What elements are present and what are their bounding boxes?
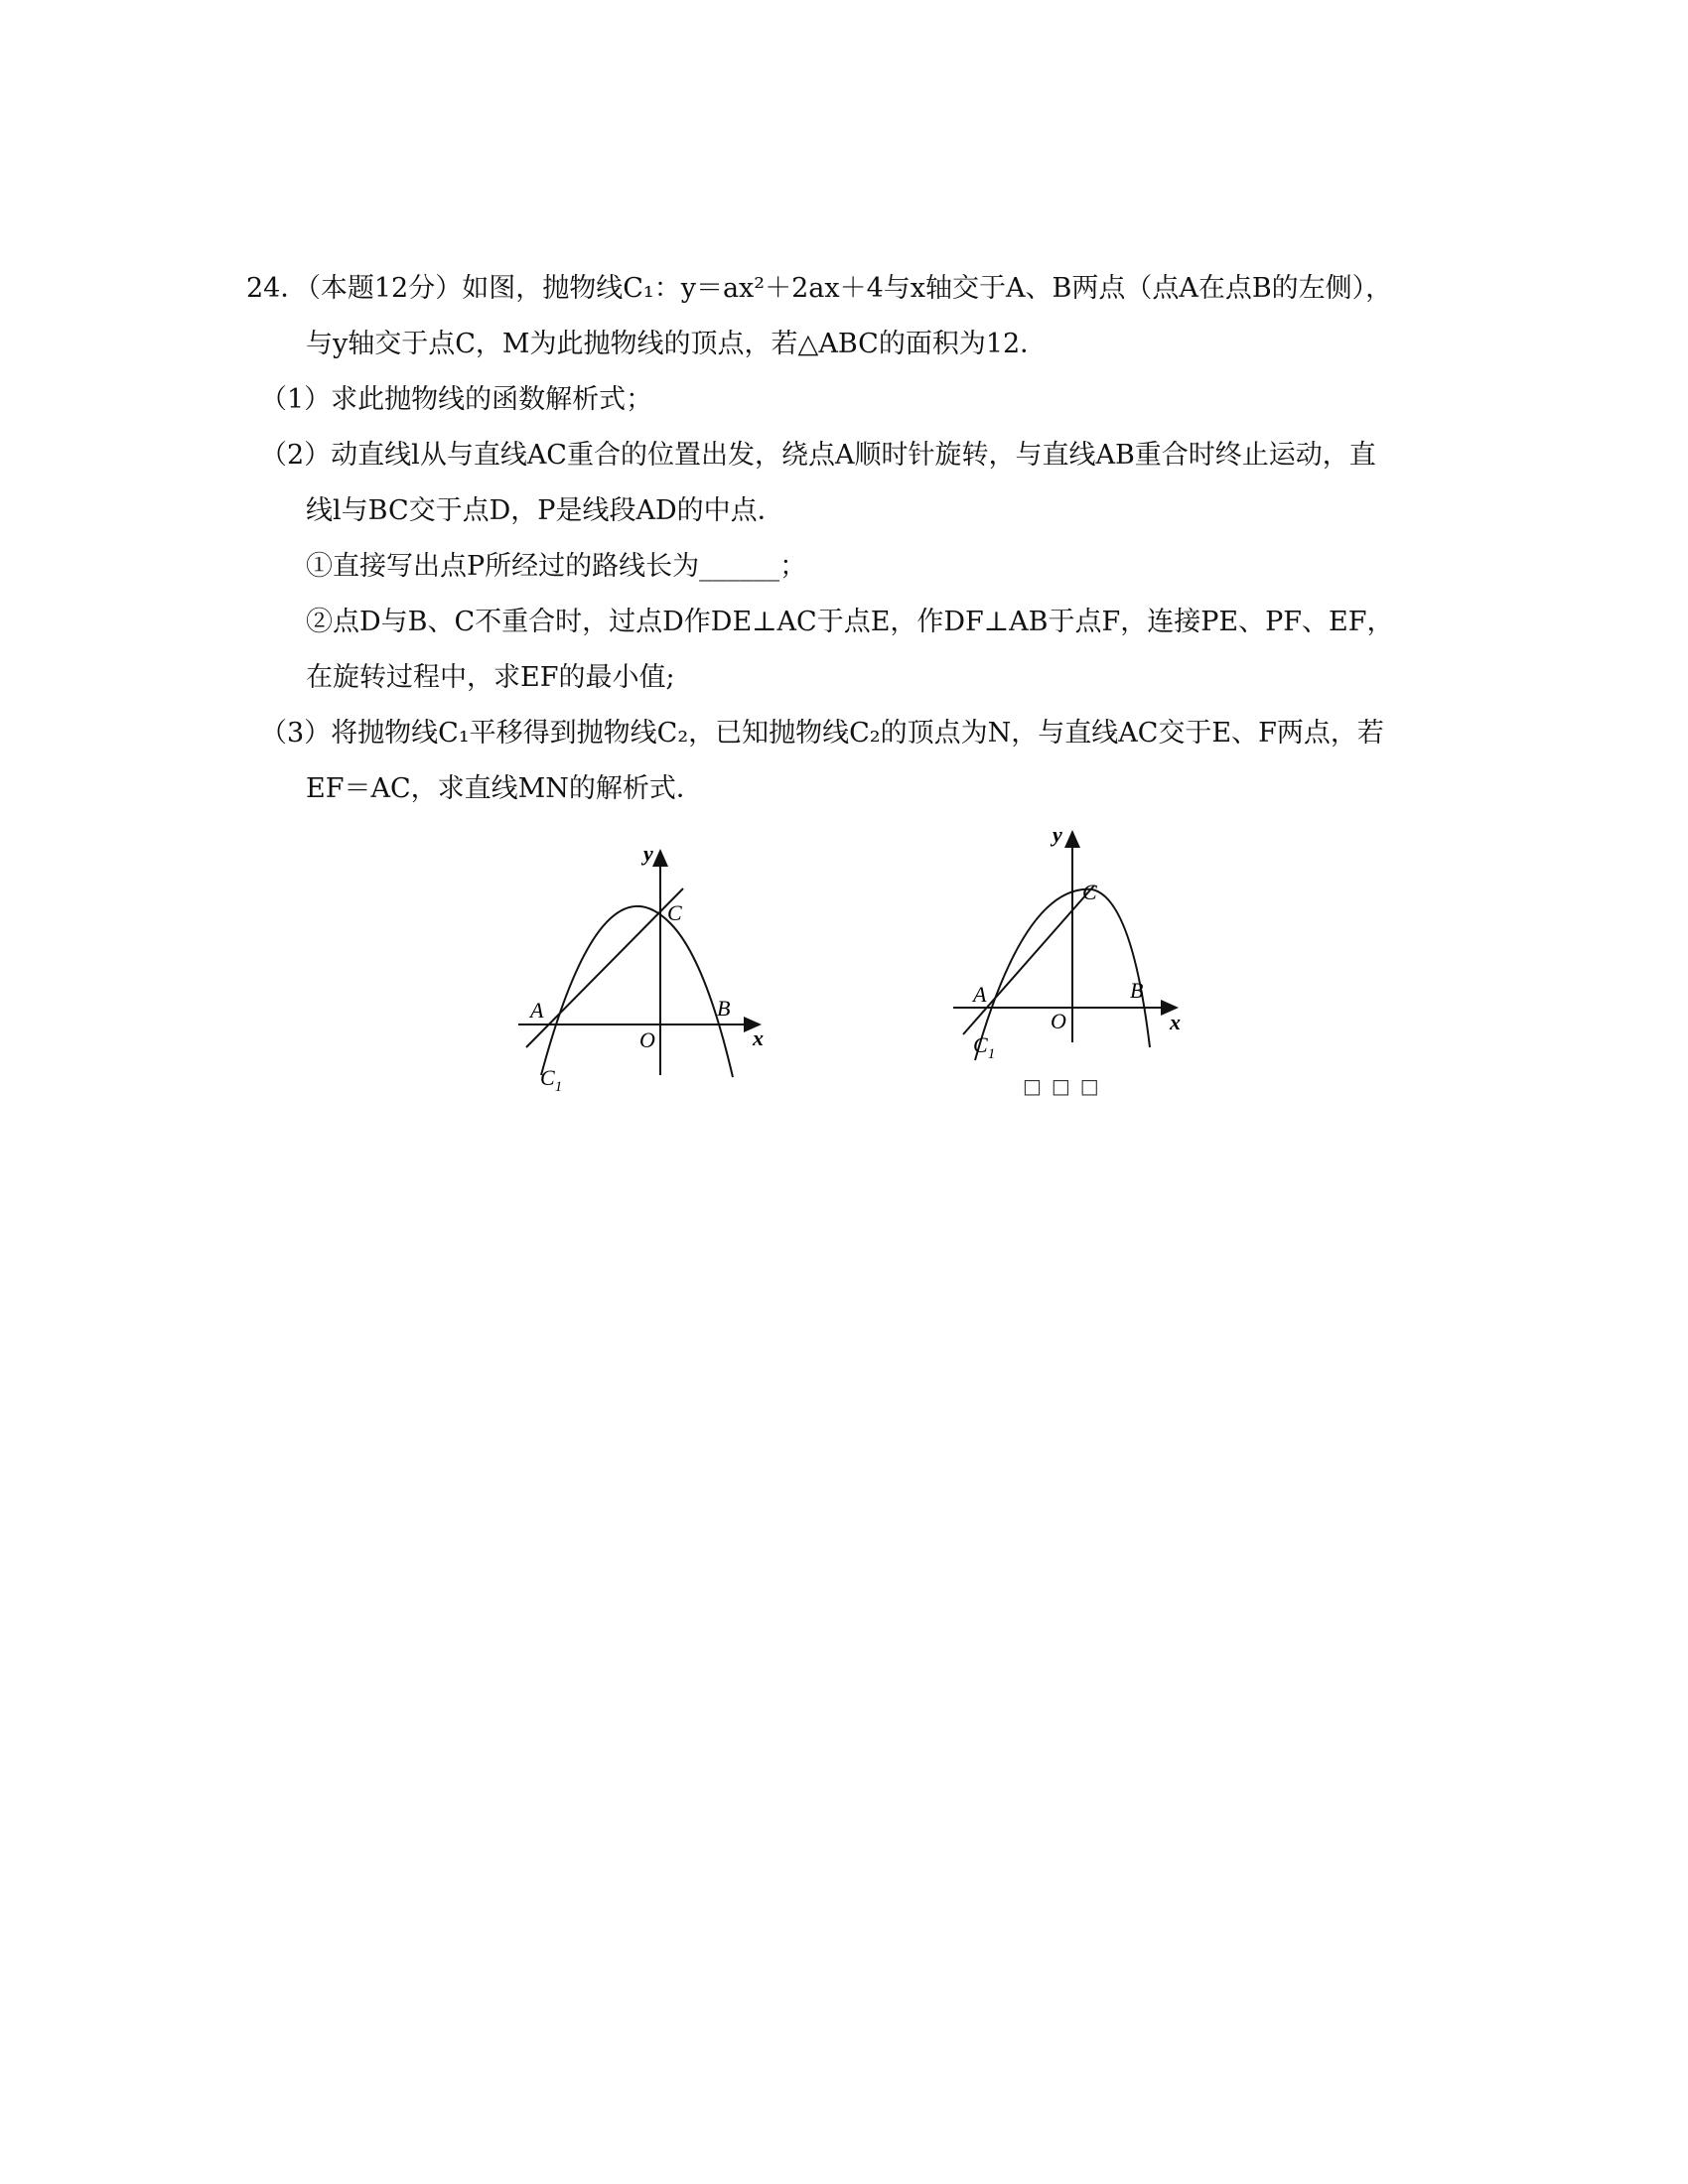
label-b: B (1130, 978, 1144, 1003)
label-c1: $C_1$ (973, 1032, 996, 1062)
figure-2 (933, 824, 1211, 1097)
parabola-c1 (975, 889, 1150, 1060)
problem-line-2: 与y轴交于点C，M为此抛物线的顶点，若△ABC的面积为12． (306, 329, 1048, 359)
label-y: y (1053, 824, 1062, 847)
part-2-line-1: （2）动直线l从与直线AC重合的位置出发，绕点A顺时针旋转，与直线AB重合时终止运动，直 (260, 440, 1376, 471)
label-c1: $C_1$ (540, 1065, 563, 1095)
label-a: A (530, 998, 544, 1023)
label-c: C (667, 900, 682, 925)
label-b: B (717, 996, 731, 1021)
part-3-line-1: （3）将抛物线C₁平移得到抛物线C₂，已知抛物线C₂的顶点为N，与直线AC交于E、F两点，若 (260, 718, 1384, 749)
part-2-question-2-line-1: ②点D与B、C不重合时，过点D作DE⊥AC于点E，作DF⊥AB于点F，连接PE、PF、EF， (306, 607, 1394, 637)
label-a: A (973, 982, 987, 1007)
part-2-question-1: ①直接写出点P所经过的路线长为______； (306, 551, 807, 582)
part-1: （1）求此抛物线的函数解析式； (260, 384, 653, 415)
parabola-c1 (541, 906, 733, 1077)
label-o: O (1051, 1009, 1066, 1033)
part-3-line-2: EF＝AC，求直线MN的解析式． (306, 773, 703, 804)
problem-line-1: 24．（本题12分）如图，抛物线C₁：y＝ax²＋2ax＋4与x轴交于A、B两点（点A在点B的左侧）， (246, 273, 1393, 304)
label-y: y (643, 841, 653, 866)
figure-1 (506, 839, 784, 1097)
line-ac (963, 886, 1094, 1034)
figure-caption: □□□ (1023, 1074, 1109, 1098)
label-c: C (1082, 880, 1097, 904)
label-x: x (753, 1025, 764, 1050)
part-2-question-2-line-2: 在旋转过程中，求EF的最小值; (306, 662, 675, 693)
label-x: x (1170, 1010, 1181, 1034)
label-o: O (639, 1027, 655, 1052)
part-2-line-2: 线l与BC交于点D，P是线段AD的中点． (306, 495, 784, 526)
